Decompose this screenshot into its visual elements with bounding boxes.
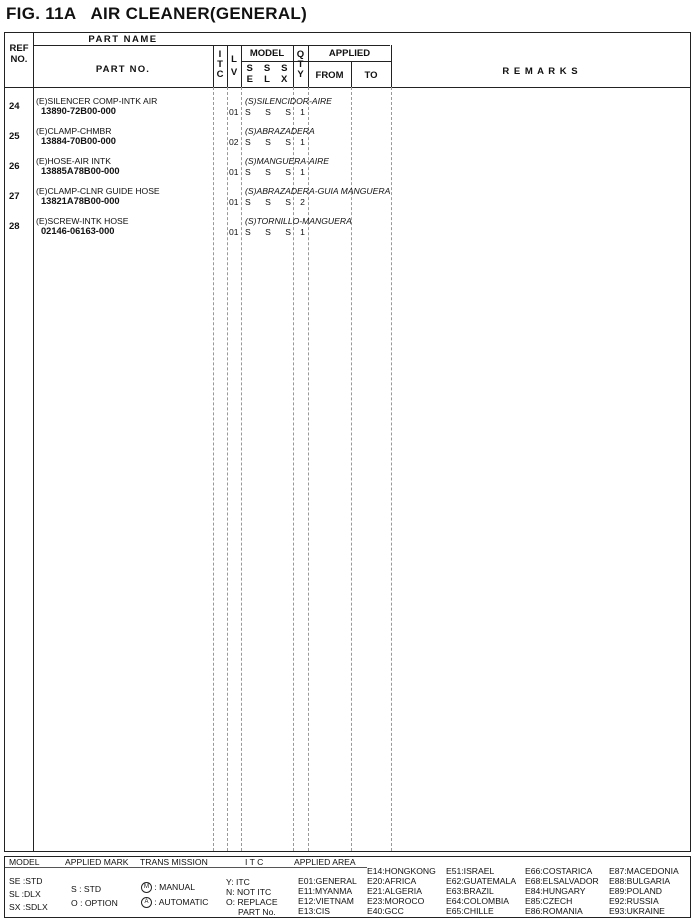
row-qty: 1: [300, 107, 305, 117]
remarks-body-line: [391, 87, 392, 851]
applied-header: APPLIED: [328, 48, 371, 59]
part-name-header: PART NAME: [88, 34, 158, 45]
legend-itc-items: Y: ITC N: NOT ITC O: REPLACE PART No.: [226, 877, 278, 917]
row-models: [245, 167, 291, 177]
itc-body-line: [213, 87, 214, 851]
applied-body-line: [308, 87, 309, 851]
legend-areas-col2: E14:HONGKONG E20:AFRICA E21:ALGERIA E23:MOROCO E40:GCC: [367, 866, 436, 916]
row-ref-no: 27: [9, 191, 20, 202]
row-level: 02: [229, 137, 239, 147]
row-part-name: (E)SCREW-INTK HOSE: [36, 216, 129, 226]
row-model-sl: S: [265, 167, 271, 177]
row-models: [245, 197, 291, 207]
legend-applied-area-title: APPLIED AREA: [294, 857, 356, 867]
row-qty: 1: [300, 227, 305, 237]
legend-areas-col1: E01:GENERAL E11:MYANMA E12:VIETNAM E13:CIS: [298, 876, 357, 916]
row-part-name: (E)CLAMP-CLNR GUIDE HOSE: [36, 186, 160, 196]
row-model-sx: S: [285, 137, 291, 147]
model-body-line: [241, 87, 242, 851]
row-ref-no: 24: [9, 101, 20, 112]
row-part-name: (E)HOSE-AIR INTK: [36, 156, 111, 166]
legend-header-line: [5, 867, 367, 868]
legend-itc-title: I T C: [245, 857, 264, 867]
page-title: [6, 4, 307, 24]
qty-header: Q T Y: [296, 49, 305, 80]
row-model-sl: S: [265, 197, 271, 207]
manual-symbol: M: [141, 882, 152, 893]
row-model-se: S: [245, 137, 251, 147]
header-divider: [33, 45, 390, 46]
from-header: FROM: [315, 70, 344, 81]
legend-applied-mark-title: APPLIED MARK: [65, 857, 129, 867]
legend-trans-title: TRANS MISSION: [140, 857, 208, 867]
row-models: [245, 107, 291, 117]
row-part-no: 13885A78B00-000: [41, 166, 120, 176]
legend-areas-col3: E51:ISRAEL E62:GUATEMALA E63:BRAZIL E64:COLOMBIA E65:CHILLE: [446, 866, 517, 916]
remarks-header: R E M A R K S: [502, 66, 579, 77]
legend-areas-col5: E87:MACEDONIA E88:BULGARIA E89:POLAND E92:RUSSIA E93:UKRAINE: [609, 866, 679, 916]
legend-model-title: MODEL: [9, 857, 40, 867]
row-model-se: S: [245, 167, 251, 177]
row-spanish-name: (S)MANGUERA-AIRE: [245, 156, 330, 166]
row-model-sx: S: [285, 227, 291, 237]
row-qty: 1: [300, 137, 305, 147]
lv-header: L V: [230, 54, 238, 78]
row-spanish-name: (S)ABRAZADERA: [245, 126, 315, 136]
ref-body-line: [33, 87, 34, 851]
row-level: 01: [229, 107, 239, 117]
row-model-sx: S: [285, 197, 291, 207]
lv-body-line: [227, 87, 228, 851]
row-model-sl: S: [265, 107, 271, 117]
row-model-se: S: [245, 107, 251, 117]
itc-header: I T C: [216, 49, 224, 80]
row-ref-no: 25: [9, 131, 20, 142]
row-models: [245, 137, 291, 147]
model-header: MODEL: [249, 48, 285, 59]
row-model-sx: S: [285, 167, 291, 177]
figure-number: FIG. 11A: [6, 4, 77, 23]
row-spanish-name: (S)ABRAZADERA-GUIA MANGUERA: [245, 186, 391, 196]
legend-marks: S : STD O : OPTION: [71, 884, 118, 908]
figure-name: AIR CLEANER(GENERAL): [90, 4, 308, 23]
row-part-no: 13890-72B00-000: [41, 106, 116, 116]
row-level: 01: [229, 197, 239, 207]
legend-model-codes: SE :STD SL :DLX SX :SDLX: [9, 876, 48, 912]
row-model-se: S: [245, 197, 251, 207]
part-no-header: PART NO.: [95, 64, 151, 75]
row-level: 01: [229, 167, 239, 177]
qty-body-line: [293, 87, 294, 851]
legend-trans: M : MANUAL A : AUTOMATIC: [141, 880, 209, 910]
legend-areas-col4: E66:COSTARICA E68:ELSALVADOR E84:HUNGARY E85:CZECH E86:ROMANIA: [525, 866, 599, 916]
row-part-name: (E)CLAMP-CHMBR: [36, 126, 112, 136]
row-part-no: 13821A78B00-000: [41, 196, 120, 206]
ref-no-header: REF NO.: [9, 43, 29, 65]
row-spanish-name: (S)TORNILLO-MANGUERA: [245, 216, 352, 226]
row-qty: 2: [300, 197, 305, 207]
row-models: [245, 227, 291, 237]
row-model-se: S: [245, 227, 251, 237]
row-model-sl: S: [265, 227, 271, 237]
parts-table: [4, 32, 691, 852]
row-part-name: (E)SILENCER COMP-INTK AIR: [36, 96, 158, 106]
row-level: 01: [229, 227, 239, 237]
row-spanish-name: (S)SILENCIDOR-AIRE: [245, 96, 332, 106]
row-ref-no: 26: [9, 161, 20, 172]
row-ref-no: 28: [9, 221, 20, 232]
row-model-sl: S: [265, 137, 271, 147]
legend-footer: [4, 856, 691, 918]
header-bottom-line: [5, 87, 690, 88]
row-qty: 1: [300, 167, 305, 177]
from-to-body-line: [351, 87, 352, 851]
row-model-sx: S: [285, 107, 291, 117]
model-codes-header: S S S E L X: [246, 63, 288, 85]
to-header: TO: [364, 70, 378, 81]
automatic-symbol: A: [141, 897, 152, 908]
row-part-no: 13884-70B00-000: [41, 136, 116, 146]
row-part-no: 02146-06163-000: [41, 226, 115, 236]
model-applied-divider: [241, 61, 391, 62]
